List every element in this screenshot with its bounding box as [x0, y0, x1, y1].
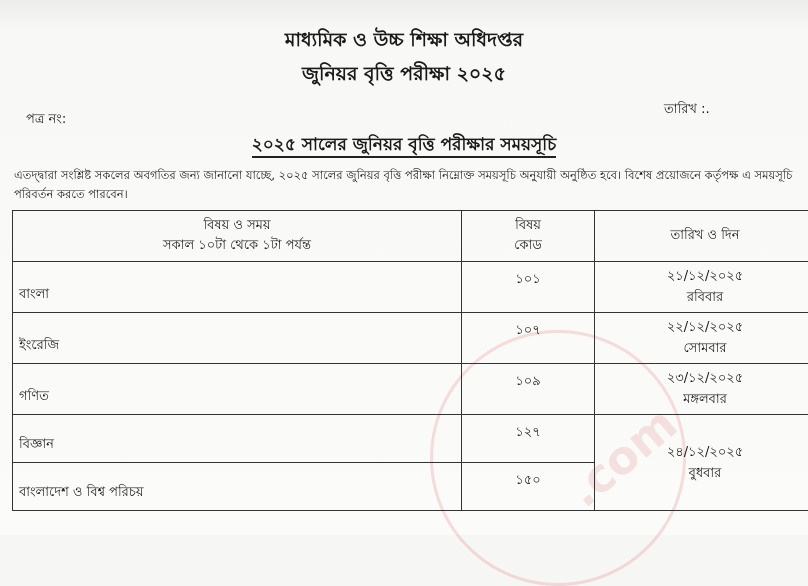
code-cell: ১০৯ — [462, 364, 595, 415]
code-cell: ১০১ — [462, 262, 595, 313]
schedule-title-text: ২০২৫ সালের জুনিয়র বৃত্তি পরীক্ষার সময়সূচি — [252, 135, 557, 158]
date-cell — [595, 262, 808, 313]
schedule-table — [12, 210, 808, 511]
table-header-row — [13, 211, 808, 262]
table-row — [13, 415, 808, 463]
date-cell — [595, 415, 808, 511]
day-text: মঙ্গলবার — [601, 389, 808, 410]
subject-cell: বাংলা — [13, 262, 462, 313]
day-text: সোমবার — [601, 338, 808, 359]
date-cell — [595, 364, 808, 415]
date-text: ২৪/১২/২০২৫ — [601, 442, 808, 463]
header-subject-code-line2: কোড — [468, 236, 588, 256]
code-cell: ১০৭ — [462, 313, 595, 364]
schedule-title — [0, 132, 808, 160]
date-text: ২১/১২/২০২৫ — [601, 266, 808, 287]
subject-cell: বিজ্ঞান — [13, 415, 462, 463]
table-row — [13, 364, 808, 415]
date-text: ২২/১২/২০২৫ — [601, 317, 808, 338]
header-date-day: তারিখ ও দিন — [595, 211, 808, 262]
table-row — [13, 262, 808, 313]
header-subject-time-line2: সকাল ১০টা থেকে ১টা পর্যন্ত — [19, 236, 455, 256]
day-text: বুধবার — [601, 463, 808, 484]
subject-cell: বাংলাদেশ ও বিশ্ব পরিচয় — [13, 463, 462, 511]
date-label: তারিখ :. — [664, 100, 710, 121]
header-subject-time — [13, 211, 462, 262]
date-text: ২৩/১২/২০২৫ — [601, 368, 808, 389]
subject-cell: ইংরেজি — [13, 313, 462, 364]
reference-number-label: পত্র নং: — [26, 110, 66, 131]
date-cell — [595, 313, 808, 364]
header-subject-time-line1: বিষয় ও সময় — [19, 216, 455, 236]
table-row — [13, 313, 808, 364]
header-subject-code-line1: বিষয় — [468, 216, 588, 236]
notice-paragraph: এতদ্দ্বারা সংশ্লিষ্ট সকলের অবগতির জন্য জানানো যাচ্ছে, ২০২৫ সালের জুনিয়র বৃত্তি পরীক্ষা নিম্নোক্ত সময়সূচি অনুযায়ী অনুষ্ঠিত হবে। বিশেষ প্রয়োজনে কর্তৃপক্ষ এ সময়সূচি পরিবর্তন করতে পারবেন। — [14, 166, 800, 204]
exam-name: জুনিয়র বৃত্তি পরীক্ষা ২০২৫ — [0, 60, 808, 92]
office-name: মাধ্যমিক ও উচ্চ শিক্ষা অধিদপ্তর — [0, 26, 808, 58]
code-cell: ১২৭ — [462, 415, 595, 463]
code-cell: ১৫০ — [462, 463, 595, 511]
header-subject-code — [462, 211, 595, 262]
day-text: রবিবার — [601, 287, 808, 308]
subject-cell: গণিত — [13, 364, 462, 415]
